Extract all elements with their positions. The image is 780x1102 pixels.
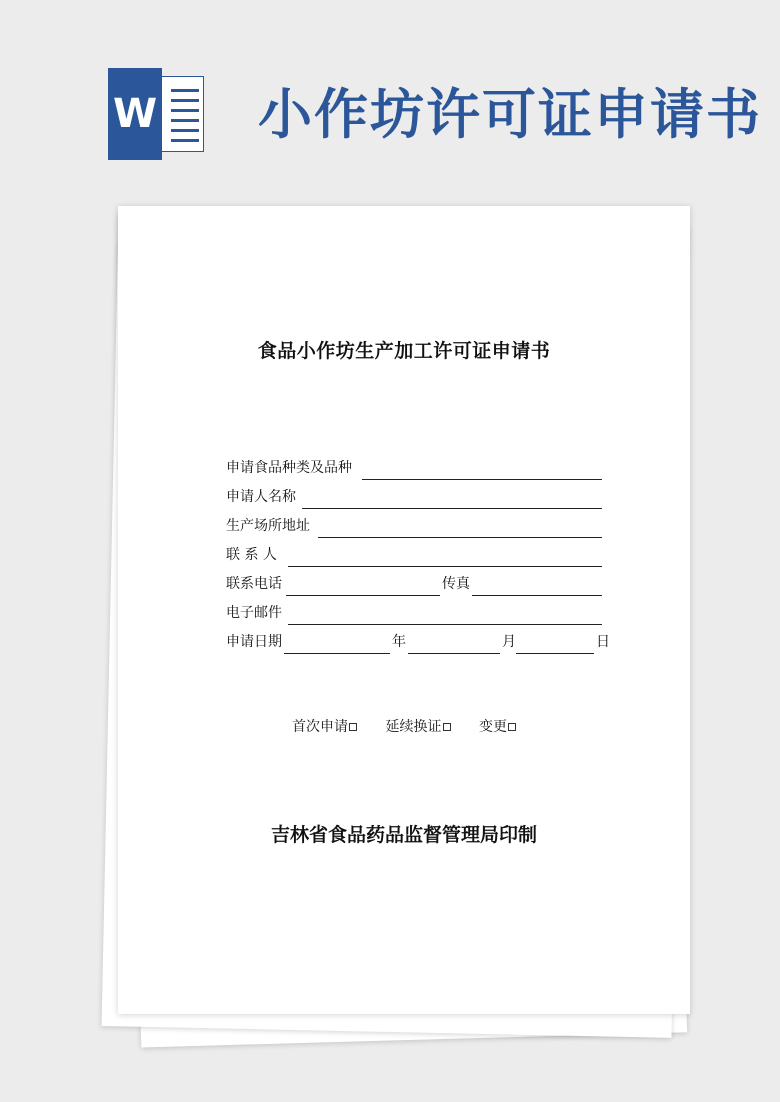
field-label: 申请日期 <box>226 634 282 650</box>
checkbox-icon[interactable] <box>508 723 516 731</box>
input-line[interactable] <box>516 653 594 654</box>
input-line[interactable] <box>288 566 602 567</box>
month-label: 月 <box>502 634 516 650</box>
field-label: 申请食品种类及品种 <box>226 460 352 476</box>
input-line[interactable] <box>302 508 602 509</box>
checkbox-icon[interactable] <box>443 723 451 731</box>
year-label: 年 <box>392 634 406 650</box>
field-label: 联系电话 <box>226 576 282 592</box>
field-phone-fax <box>226 574 606 598</box>
field-email <box>226 603 606 627</box>
field-label: 电子邮件 <box>226 605 282 621</box>
field-applicant-name <box>226 487 606 511</box>
fax-label: 传真 <box>442 576 470 592</box>
option-renewal[interactable] <box>386 716 451 736</box>
input-line[interactable] <box>284 653 390 654</box>
option-label: 变更 <box>478 719 507 735</box>
input-line[interactable] <box>472 595 602 596</box>
word-document-icon <box>108 68 208 160</box>
field-date <box>226 632 626 656</box>
input-line[interactable] <box>318 537 602 538</box>
document-title: 食品小作坊生产加工许可证申请书 <box>257 340 551 362</box>
option-label: 首次申请 <box>292 719 349 735</box>
field-address <box>226 516 606 540</box>
option-first-application[interactable] <box>292 716 357 736</box>
document-page <box>118 206 690 1014</box>
printer-footer: 吉林省食品药品监督管理局印制 <box>270 824 537 846</box>
input-line[interactable] <box>362 479 602 480</box>
field-label: 联 系 人 <box>226 547 277 563</box>
banner-title: 小作坊许可证申请书 <box>258 82 762 146</box>
application-type-options <box>118 716 690 736</box>
input-line[interactable] <box>288 624 602 625</box>
checkbox-icon[interactable] <box>349 723 357 731</box>
input-line[interactable] <box>286 595 440 596</box>
field-food-category <box>226 458 606 482</box>
field-contact-person <box>226 545 606 569</box>
option-label: 延续换证 <box>385 719 442 735</box>
field-label: 生产场所地址 <box>226 518 310 534</box>
option-change[interactable] <box>479 716 516 736</box>
banner <box>0 0 780 190</box>
word-logo-tile: W <box>108 68 162 160</box>
day-label: 日 <box>596 634 610 650</box>
input-line[interactable] <box>408 653 500 654</box>
field-label: 申请人名称 <box>226 489 296 505</box>
